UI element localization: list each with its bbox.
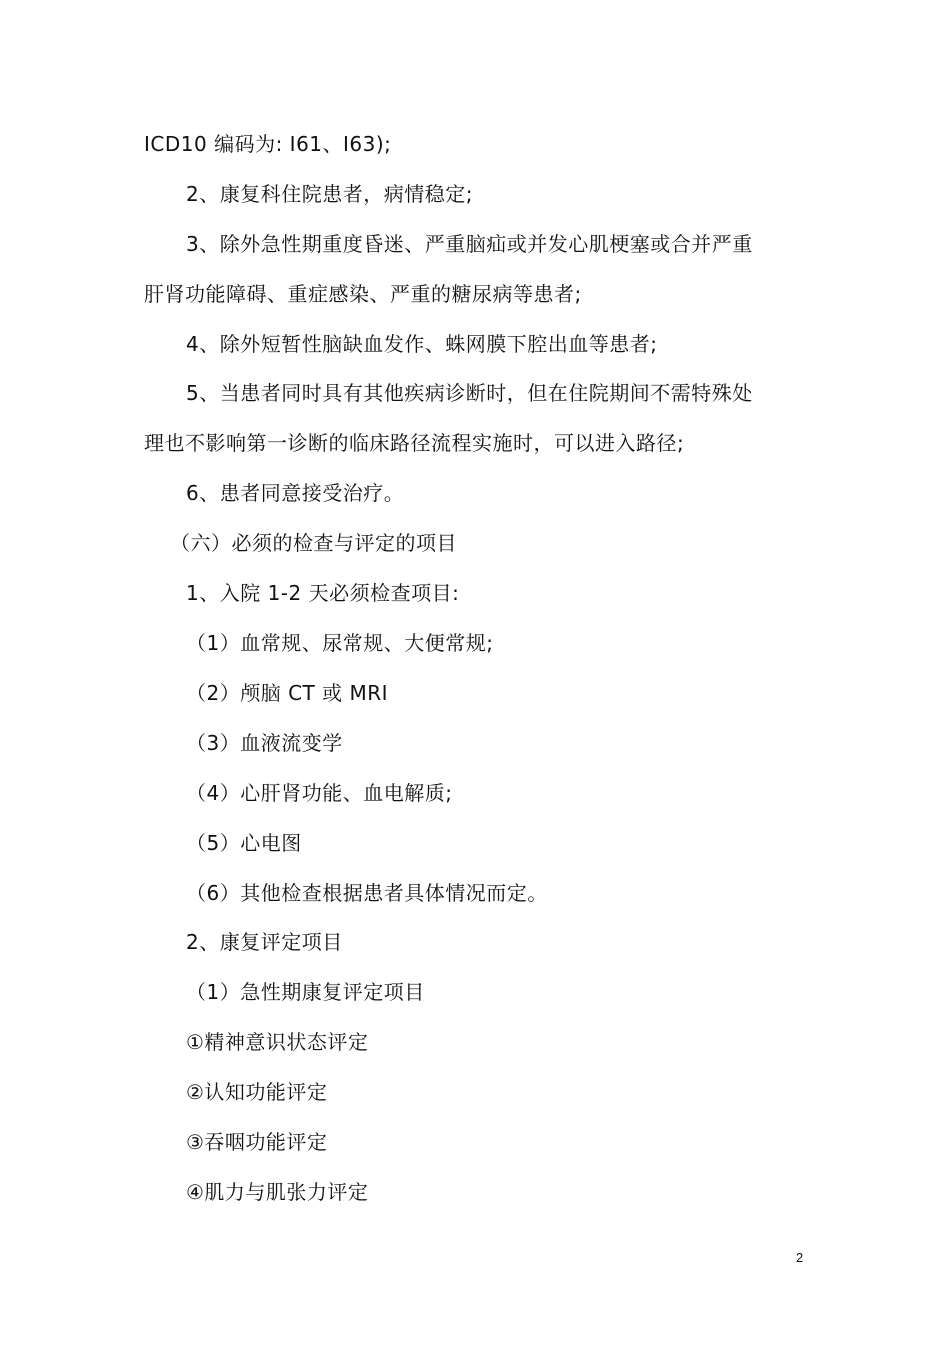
section-heading: （六）必须的检查与评定的项目 bbox=[170, 531, 457, 555]
text-line: 4、除外短暂性脑缺血发作、蛛网膜下腔出血等患者; bbox=[186, 332, 658, 356]
list-item: （1）急性期康复评定项目 bbox=[186, 980, 425, 1004]
list-item: ①精神意识状态评定 bbox=[186, 1030, 369, 1054]
list-item: （6）其他检查根据患者具体情况而定。 bbox=[186, 881, 548, 905]
list-item: ④肌力与肌张力评定 bbox=[186, 1180, 369, 1204]
list-item: （3）血液流变学 bbox=[186, 731, 343, 755]
text-line: 肝肾功能障碍、重症感染、严重的糖尿病等患者; bbox=[144, 282, 582, 306]
text-line: 理也不影响第一诊断的临床路径流程实施时，可以进入路径; bbox=[144, 431, 685, 455]
list-item: ②认知功能评定 bbox=[186, 1080, 328, 1104]
list-item: （5）心电图 bbox=[186, 831, 302, 855]
text-line: 1、入院 1-2 天必须检查项目: bbox=[186, 581, 460, 605]
list-item: （2）颅脑 CT 或 MRI bbox=[186, 681, 389, 705]
text-line: 2、康复科住院患者，病情稳定; bbox=[186, 182, 473, 206]
list-item: （1）血常规、尿常规、大便常规; bbox=[186, 631, 494, 655]
text-line: 6、患者同意接受治疗。 bbox=[186, 481, 405, 505]
list-item: ③吞咽功能评定 bbox=[186, 1130, 328, 1154]
text-line: 5、当患者同时具有其他疾病诊断时，但在住院期间不需特殊处 bbox=[186, 381, 753, 405]
text-line: ICD10 编码为: I61、I63); bbox=[144, 132, 392, 156]
list-item: （4）心肝肾功能、血电解质; bbox=[186, 781, 453, 805]
page-number: 2 bbox=[796, 1250, 804, 1265]
text-line: 2、康复评定项目 bbox=[186, 930, 343, 954]
text-line: 3、除外急性期重度昏迷、严重脑疝或并发心肌梗塞或合并严重 bbox=[186, 232, 753, 256]
